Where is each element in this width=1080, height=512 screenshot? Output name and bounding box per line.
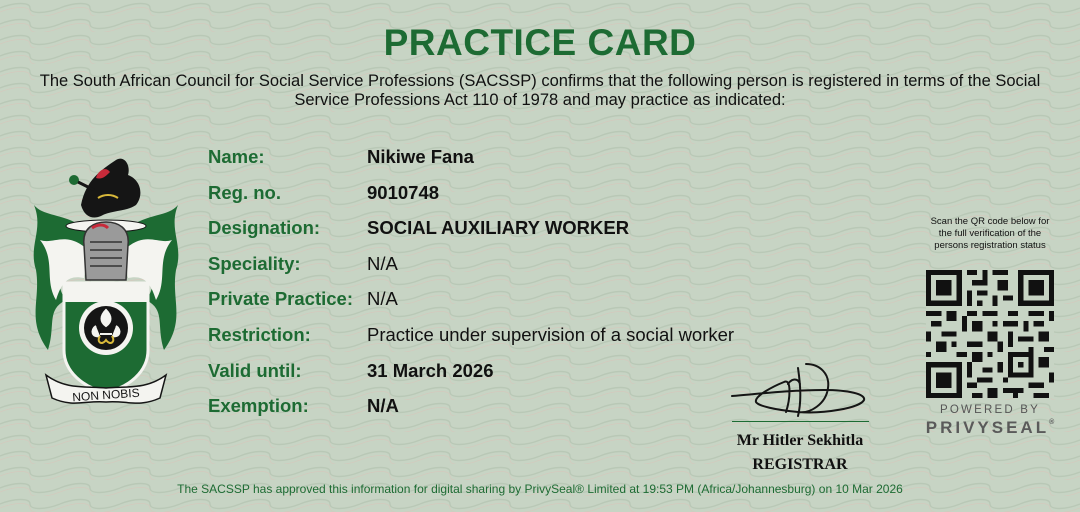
field-label: Private Practice:: [208, 288, 354, 310]
field-value: Practice under supervision of a social worker: [367, 323, 735, 345]
field-label: Valid until:: [208, 359, 302, 381]
field-label: Exemption:: [208, 395, 309, 417]
field-value: N/A: [367, 252, 398, 274]
registrar-name: Mr Hitler Sekhitla: [736, 432, 864, 449]
qr-note-line-1: Scan the QR code below for: [930, 216, 1050, 227]
signature-mark-icon: [728, 360, 878, 424]
signature-line: [732, 421, 869, 422]
field-value: N/A: [367, 288, 398, 310]
field-label: Name:: [208, 146, 265, 167]
qr-code-icon[interactable]: [926, 270, 1054, 398]
qr-note-line-3: persons registration status: [934, 240, 1046, 251]
field-value: N/A: [367, 395, 399, 417]
intro-text: [30, 72, 1050, 110]
privyseal-logo: [920, 418, 1060, 438]
field-value: 9010748: [367, 181, 440, 203]
qr-note-line-2: the full verification of the: [938, 228, 1042, 239]
intro-line-1: The South African Council for Social Service Professions (SACSSP) confirms that the following person is registered in terms of the Social: [39, 72, 1041, 90]
crest-emblem-icon: [26, 150, 186, 410]
field-value: 31 March 2026: [367, 359, 494, 381]
registered-mark: ®: [1049, 419, 1055, 426]
field-value: Nikiwe Fana: [367, 146, 474, 167]
field-label: Designation:: [208, 217, 321, 239]
crest-motto: NON NOBIS: [71, 385, 141, 405]
field-value: SOCIAL AUXILIARY WORKER: [367, 217, 630, 239]
qr-instructions: [918, 216, 1062, 252]
field-label: Speciality:: [208, 252, 301, 274]
registrar-title: REGISTRAR: [752, 456, 848, 473]
card-title: PRACTICE CARD: [383, 22, 697, 63]
field-label: Restriction:: [208, 323, 311, 345]
sharing-disclaimer: The SACSSP has approved this information for digital sharing by PrivySeal® Limited at 19:53 PM (Africa/Johannesburg) on 10 Mar 2026: [177, 482, 903, 496]
intro-line-2: Service Professions Act 110 of 1978 and may practice as indicated:: [294, 91, 786, 109]
brand-name: PRIVYSEAL: [925, 418, 1050, 437]
field-label: Reg. no.: [208, 181, 281, 203]
powered-by-label: POWERED BY: [940, 404, 1040, 416]
